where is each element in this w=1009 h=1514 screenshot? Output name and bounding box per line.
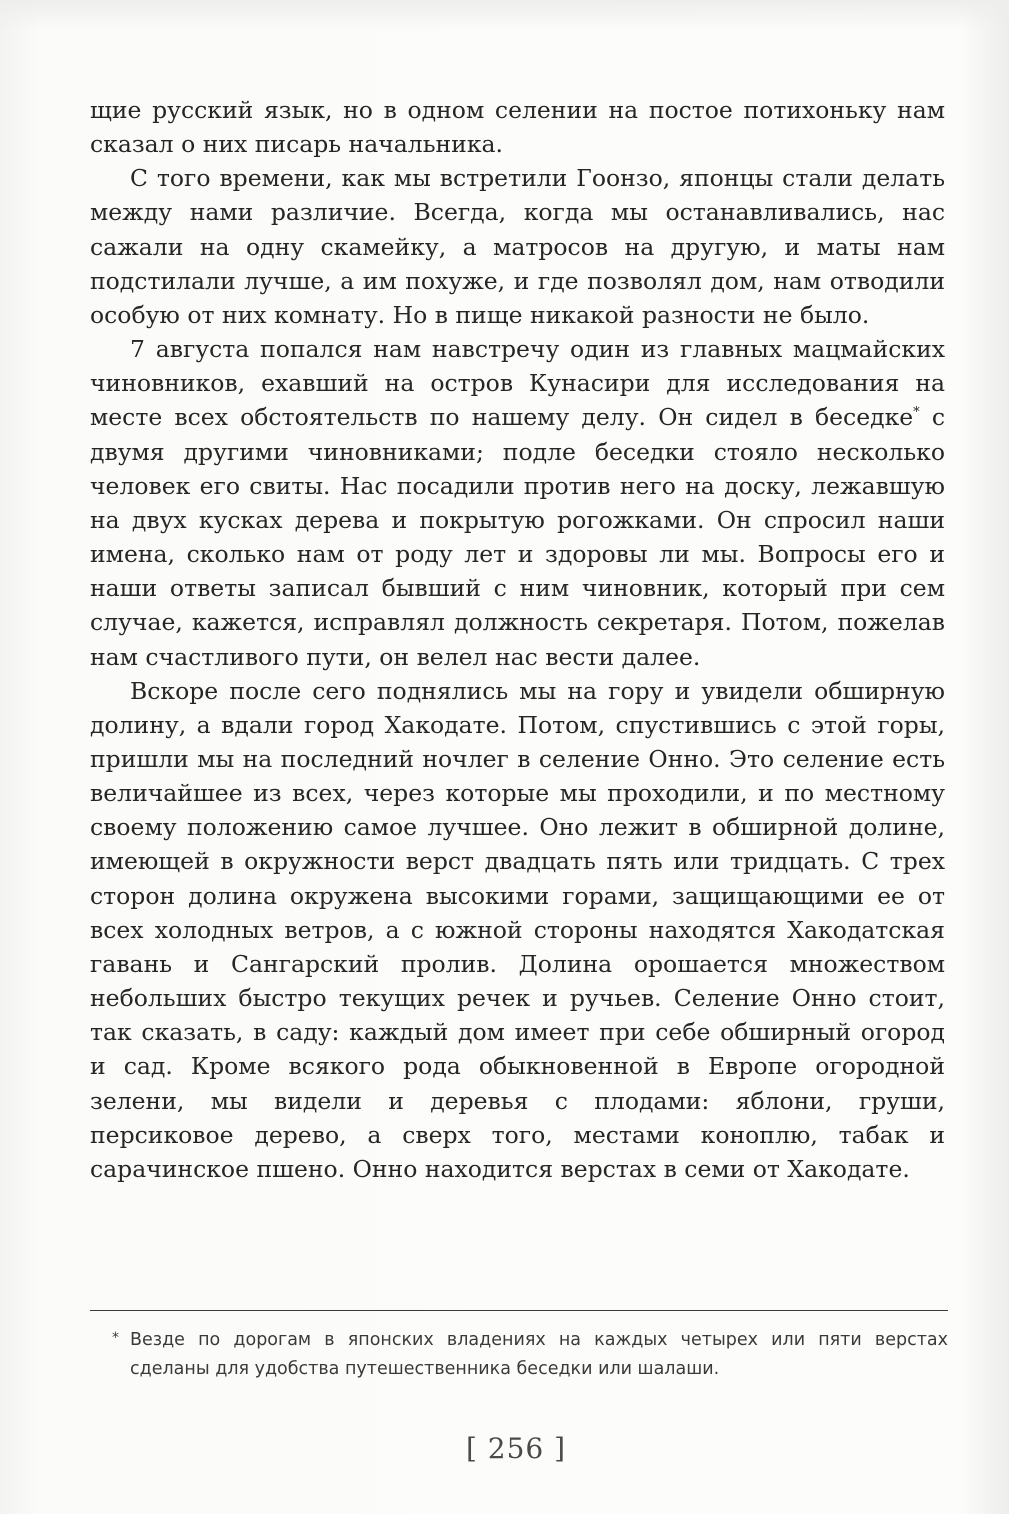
paragraph-3-part-1: 7 августа попался нам навстречу один из главных мацмайских чиновников, ехавший на остров Кунасири для исследования на месте всех обстоятельств по нашему делу. Он сидел в беседке: [90, 335, 945, 432]
footnote-text: Везде по дорогам в японских владениях на каждых четырех или пяти верстах сделаны для удобства путешественника беседки или шалаши.: [130, 1330, 948, 1379]
footnote: [112, 1326, 948, 1384]
footnote-reference-mark: *: [913, 405, 920, 421]
paragraph-4: Вскоре после сего поднялись мы на гору и увидели обширную долину, а вдали город Хакодате. Потом, спустившись с этой горы, пришли мы на последний ночлег в селение Онно. Это селение есть величайшее из всех, через которые мы проходили, и по местному своему положению самое лучшее. Оно лежит в обширной долине, имеющей в окружности верст двадцать пять или тридцать. С трех сторон долина окружена высокими горами, защищающими ее от всех холодных ветров, а с южной стороны находятся Хакодатская гавань и Сангарский пролив. Долина орошается множеством небольших быстро текущих речек и ручьев. Селение Онно стоит, так сказать, в саду: каждый дом имеет при себе обширный огород и сад. Кроме всякого рода обыкновенной в Европе огородной зелени, мы видели и деревья с плодами: яблони, груши, персиковое дерево, а сверх того, местами коноплю, табак и сарачинское пшено. Онно находится верстах в семи от Хакодате.: [90, 676, 945, 1183]
footnote-mark: *: [112, 1330, 119, 1346]
paragraph-3: [90, 332, 945, 674]
paragraph-3-part-2: с двумя другими чиновниками; подле беседки стояло несколько человек его свиты. Нас посадили против него на доску, лежавшую на двух кусках дерева и покрытую рогожками. Он спросил наши имена, сколько нам от роду лет и здоровы ли мы. Вопросы его и наши ответы записал бывший с ним чиновник, который при сем случае, кажется, исправлял должность секретаря. Потом, пожелав нам счастливого пути, он велел нас вести далее.: [90, 403, 945, 671]
main-text: [90, 93, 945, 1186]
paragraph-1: щие русский язык, но в одном селении на постое потихоньку нам сказал о них писарь начальника.: [90, 96, 945, 159]
page-number: [ 256 ]: [465, 1432, 567, 1465]
page-edge-shadow: [0, 0, 1009, 30]
footnote-divider: [90, 1310, 948, 1311]
paragraph-2: С того времени, как мы встретили Гоонзо, японцы стали делать между нами различие. Всегда, когда мы останавливались, нас сажали на одну скамейку, а матросов на другую, и маты нам подстилали лучше, а им похуже, и где позволял дом, нам отводили особую от них комнату. Но в пище никакой разности не было.: [90, 164, 945, 329]
